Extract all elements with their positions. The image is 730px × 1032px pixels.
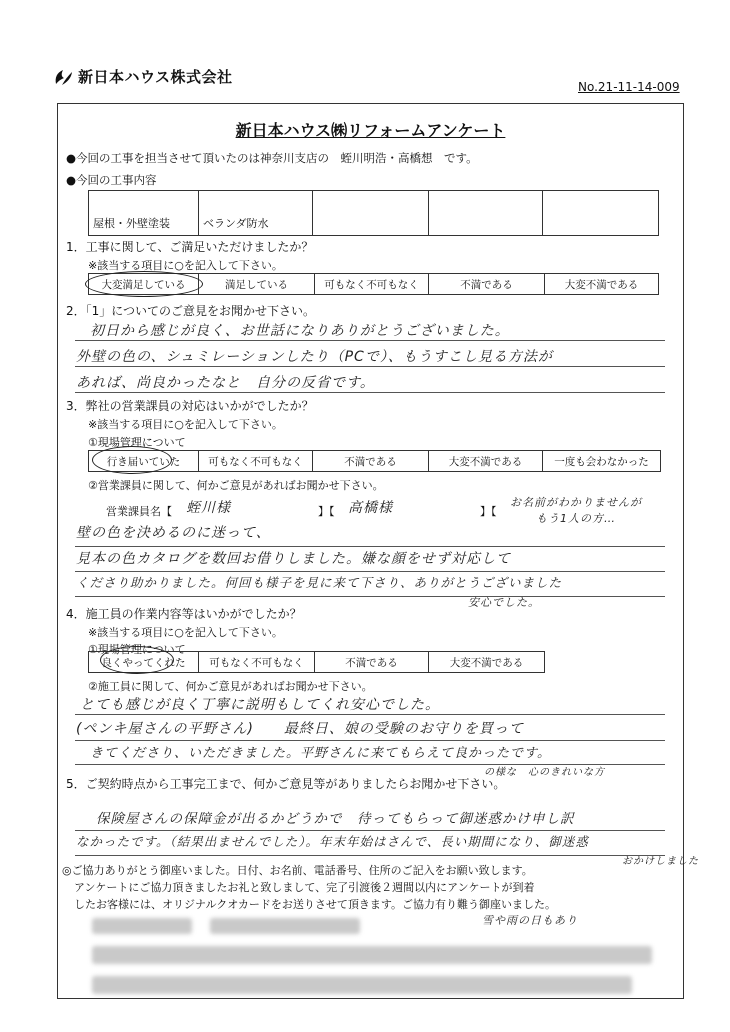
- q3-sub2: ②営業課員に関して、何かご意見があればお聞かせ下さい。: [88, 479, 384, 492]
- footer-line: アンケートにご協力頂きましたお礼と致しまして、完了引渡後２週間以内にアンケートが到着: [74, 881, 535, 894]
- q3-option[interactable]: 大変不満である: [429, 451, 543, 472]
- staff-name: 蛭川様: [186, 500, 231, 516]
- q4-answer-line: (ペンキ屋さんの平野さん) 最終日、娘の受験のお守りを買って: [76, 721, 524, 737]
- q5-margin-note: おかけしました: [622, 856, 699, 867]
- q3-option[interactable]: 行き届いていた: [89, 451, 199, 472]
- q3-answer-line: 見本の色カタログを数回お借りしました。嫌な顔をせず対応して: [76, 551, 511, 567]
- staff-bracket: 】【: [318, 505, 335, 518]
- q1-question: 1．工事に関して、ご満足いただけましたか？: [66, 240, 314, 254]
- staff-line: ●今回の工事を担当させて頂いたのは神奈川支店の 蛭川明浩・高橋想 です。: [66, 151, 478, 165]
- document-number: No.21-11-14-009: [578, 80, 680, 94]
- q1-option[interactable]: 大変不満である: [545, 274, 659, 295]
- q5-answer-line: なかったです。（結果出ませんでした）。年末年始はさんで、長い期間になり、御迷惑: [76, 834, 589, 849]
- q2-question: 2．「1」についてのご意見をお聞かせ下さい。: [66, 304, 316, 318]
- staff-bracket: 】【: [480, 505, 497, 518]
- q2-answer-line: 初日から感じが良く、お世話になりありがとうございました。: [90, 323, 510, 339]
- ruled-line: [75, 366, 665, 367]
- q3-answer-line: 壁の色を決めるのに迷って、: [76, 525, 271, 541]
- ruled-line: [75, 596, 665, 597]
- selection-circle: [85, 271, 203, 297]
- q1-option[interactable]: 満足している: [199, 274, 315, 295]
- redacted-field: [92, 946, 652, 964]
- q3-option[interactable]: 可もなく不可もなく: [199, 451, 313, 472]
- q2-answer-line: あれば、尚良かったなと 自分の反省です。: [76, 375, 375, 391]
- q4-sub2: ②施工員に関して、何かご意見があればお聞かせ下さい。: [88, 680, 373, 693]
- company-name: 新日本ハウス株式会社: [78, 68, 233, 86]
- q3-answer-line: くださり助かりました。何回も様子を見に来て下さり、ありがとうございました: [76, 575, 563, 590]
- ruled-line: [75, 546, 665, 547]
- q4-sub1: ①現場管理について: [88, 643, 186, 656]
- work-item: [313, 191, 429, 236]
- q3-note: ※該当する項目に○を記入して下さい。: [88, 418, 283, 431]
- redacted-field: [210, 918, 360, 934]
- q3-answer-line: 安心でした。: [468, 596, 540, 609]
- staff-name-label: 営業課員名【: [106, 505, 172, 518]
- ruled-line: [75, 392, 665, 393]
- q4-note: ※該当する項目に○を記入して下さい。: [88, 626, 283, 639]
- q3-option[interactable]: 不満である: [313, 451, 429, 472]
- q4-answer-line: とても感じが良く丁寧に説明もしてくれ安心でした。: [80, 697, 440, 713]
- q1-option[interactable]: 大変満足している: [89, 274, 199, 295]
- q3-options: [88, 450, 661, 472]
- ruled-line: [75, 855, 665, 856]
- selection-circle: [92, 446, 172, 474]
- q4-answer-line: きてくださり、いただきました。平野さんに来てもらえて良かったです。: [90, 746, 551, 761]
- work-item: [429, 191, 543, 236]
- redacted-field: [92, 976, 632, 994]
- footer-line: ◎ご協力ありがとう御座いました。日付、お名前、電話番号、住所のご記入をお願い致します。: [62, 864, 533, 877]
- q3-question: 3．弊社の営業課員の対応はいかがでしたか？: [66, 399, 314, 413]
- q4-option[interactable]: 可もなく不可もなく: [199, 652, 315, 673]
- q3-sub1: ①現場管理について: [88, 436, 186, 449]
- q4-option[interactable]: 不満である: [315, 652, 429, 673]
- work-heading: ●今回の工事内容: [66, 173, 157, 187]
- q4-option[interactable]: 良くやってくれた: [89, 652, 199, 673]
- staff-name: もう1人の方…: [536, 512, 616, 525]
- redacted-field: [92, 918, 192, 934]
- q4-option[interactable]: 大変不満である: [429, 652, 545, 673]
- footer-line: したお客様には、オリジナルクオカードをお送りさせて頂きます。ご協力有り難う御座いました。: [74, 898, 557, 911]
- ruled-line: [75, 830, 665, 831]
- q1-option[interactable]: 不満である: [429, 274, 545, 295]
- q1-option[interactable]: 可もなく不可もなく: [315, 274, 429, 295]
- survey-title: 新日本ハウス㈱リフォームアンケート: [235, 121, 506, 140]
- ruled-line: [75, 571, 665, 572]
- staff-name: お名前がわかりませんが: [510, 496, 642, 509]
- q2-answer-line: 外壁の色の、シュミレーションしたり（PCで）、もうすこし見る方法が: [76, 349, 553, 365]
- q4-question: 4．施工員の作業内容等はいかがでしたか？: [66, 607, 302, 621]
- ruled-line: [75, 340, 665, 341]
- ruled-line: [75, 714, 665, 715]
- staff-name: 高橋様: [348, 500, 393, 516]
- q1-note: ※該当する項目に○を記入して下さい。: [88, 259, 283, 272]
- q5-above-note: の様な 心のきれいな方: [484, 767, 605, 778]
- q5-bottom-note: 雪や雨の日もあり: [482, 914, 578, 927]
- ruled-line: [75, 740, 665, 741]
- selection-circle: [100, 646, 174, 674]
- q3-option[interactable]: 一度も会わなかった: [543, 451, 661, 472]
- work-item: 屋根・外壁塗装: [89, 191, 199, 236]
- work-content-table: [88, 190, 659, 236]
- company-logo-icon: [52, 66, 74, 88]
- q5-question: 5．ご契約時点から工事完工まで、何かご意見等がありましたらお聞かせ下さい。: [66, 777, 506, 791]
- work-item: [543, 191, 659, 236]
- q5-answer-line: 保険屋さんの保障金が出るかどうかで 待ってもらって御迷惑かけ申し訳: [96, 811, 575, 827]
- work-item: ベランダ防水: [199, 191, 313, 236]
